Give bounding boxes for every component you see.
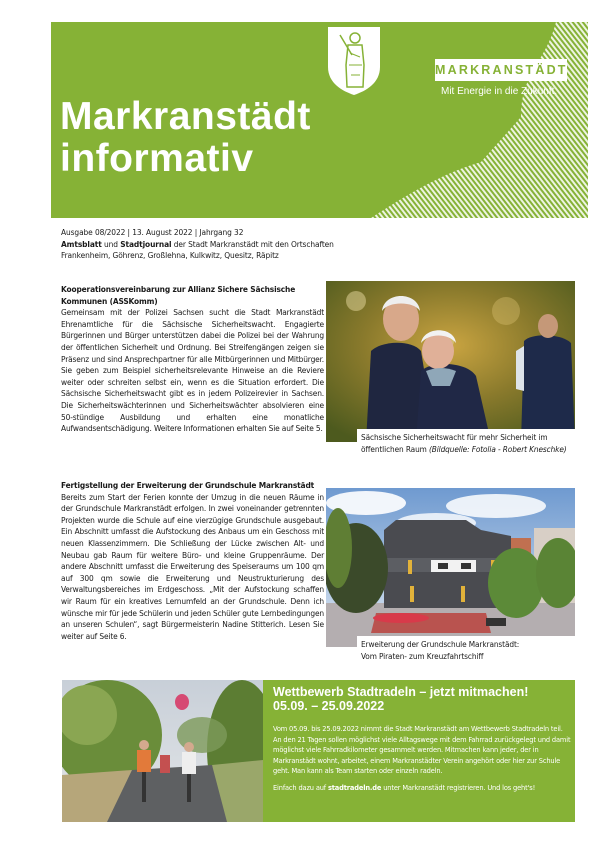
stadtradeln-promo (263, 680, 575, 822)
issue-meta (61, 227, 581, 262)
title-line-1: Markranstädt (60, 95, 311, 138)
photo-caption (357, 429, 583, 462)
promo-title-line-1: Wettbewerb Stadtradeln – jetzt mitmachen! (273, 685, 529, 699)
article-headline: Kooperationsvereinbarung zur Allianz Sichere Sächsische Kommunen (ASSKomm) (61, 284, 296, 306)
promo-title (273, 685, 528, 713)
caption-line-1: Erweiterung der Grundschule Markranstädt: (361, 639, 520, 649)
promo-body (273, 724, 571, 800)
photo-caption (357, 636, 583, 669)
article-body: Bereits zum Start der Ferien konnte der Umzug in die neuen Räume in der Grundschule Markranstädt erfolgen. In zwei voneinander getrennten Projekten wurde die Schule auf eine vierzügige Grundschule ausgebaut. Ein Abschnitt umfasst die Aufstockung des Anbaus um ein Geschoss mit neuen Klassenzimmern. Die Schließung der Lücke zwischen Alt- und Neubau gab Raum für weitere Büro- und kleine Gruppenräume. Der andere Abschnitt umfasst die Erweiterung des Speiseraums um 100 qm auf 300 qm sowie die Erweiterung und Neustrukturierung des Verwaltungsbereiches im Erdgeschoss. „Mit der Aufstockung schaffen wir Raum für ein kreatives Lernumfeld an der Grundschule. Denn ich wünsche mir für jede Schülerin und jeden Schüler gute Lernbedingungen an unseren Schulen“, sagt Bürgermeisterin Nadine Stitterich. Lesen Sie weiter auf Seite 6. (61, 491, 324, 641)
publication-rest: der Stadt Markranstädt mit den Ortschaften (171, 238, 334, 249)
article-grundschule (61, 480, 324, 642)
photo-grundschule (326, 488, 575, 647)
stadtjournal-label: Stadtjournal (120, 238, 172, 249)
promo-cta (273, 783, 571, 794)
cta-suffix: unter Markranstädt registrieren. Und los geht's! (381, 782, 536, 792)
villages-line: Frankenheim, Göhrenz, Großlehna, Kulkwitz, Quesitz, Räpitz (61, 250, 279, 260)
masthead (51, 22, 588, 218)
caption-line-2: Vom Piraten- zum Kreuzfahrtschiff (361, 650, 484, 661)
article-body: Gemeinsam mit der Polizei Sachsen sucht die Stadt Markranstädt Ehrenamtliche für die Sächsische Sicherheitswacht. Engagierte Bürgerinnen und Bürger unterstützen dabei die Polizei bei der Wahrung der öffentlichen Sicherheit und Ordnung. Bei Streifengängen zeigen sie Präsenz und sind Ansprechpartner für alle Mitbürgerinnen und Mitbürger. Sie geben zum Beispiel sicherheitsrelevante Hinweise an die Reviere weiter oder schreiten selbst ein, wenn es die Situation erfordert. Die Sächsische Sicherheitswacht gibt es in jedem Polizeirevier in Sachsen. Die Sicherheitswächterinnen und Sicherheitswächter absolvieren eine 50-stündige Ausbildung und erhalten eine monatliche Aufwandsentschädigung. Weitere Informationen erhalten Sie auf Seite 5. (61, 307, 324, 434)
publication-line (61, 239, 581, 251)
photo-sicherheitswacht (326, 281, 575, 442)
brand-slogan: Mit Energie in die Zukunft. (441, 86, 558, 97)
coat-of-arms-shield-icon (326, 25, 382, 97)
conjunction: und (101, 238, 121, 249)
title-line-2: informativ (60, 137, 254, 180)
promo-dates: 05.09. – 25.09.2022 (273, 699, 385, 713)
caption-text: Sächsische Sicherheitswacht für mehr Sicherheit im öffentlichen Raum (361, 432, 548, 454)
promo-text: Vom 05.09. bis 25.09.2022 nimmt die Stadt Markranstädt am Wettbewerb Stadtradeln teil. An den 21 Tagen sollen möglichst viele Alltagswege mit dem Fahrrad zurückgelegt und damit möglichst viele Fahrradkilometer gesammelt werden. Mitmachen kann jeder, der in Markranstädt wohnt, arbeitet, einem Markranstädter Verein angehört oder hier zur Schule geht. Man kann als Team starten oder einzeln radeln. (273, 724, 571, 776)
caption-credit: (Bildquelle: Fotolia - Robert Kneschke) (428, 443, 567, 454)
photo-stadtradeln (62, 680, 263, 822)
stadtradeln-link[interactable]: stadtradeln.de (327, 782, 382, 792)
page-title (60, 96, 311, 180)
cta-prefix: Einfach dazu auf (273, 782, 328, 792)
article-headline: Fertigstellung der Erweiterung der Grundschule Markranstädt (61, 480, 315, 490)
article-asskomm (61, 284, 324, 435)
issue-line: Ausgabe 08/2022 | 13. August 2022 | Jahrgang 32 (61, 227, 244, 237)
amtsblatt-label: Amtsblatt (61, 238, 102, 249)
brand-logo: MARKRANSTÄDT (435, 59, 567, 81)
